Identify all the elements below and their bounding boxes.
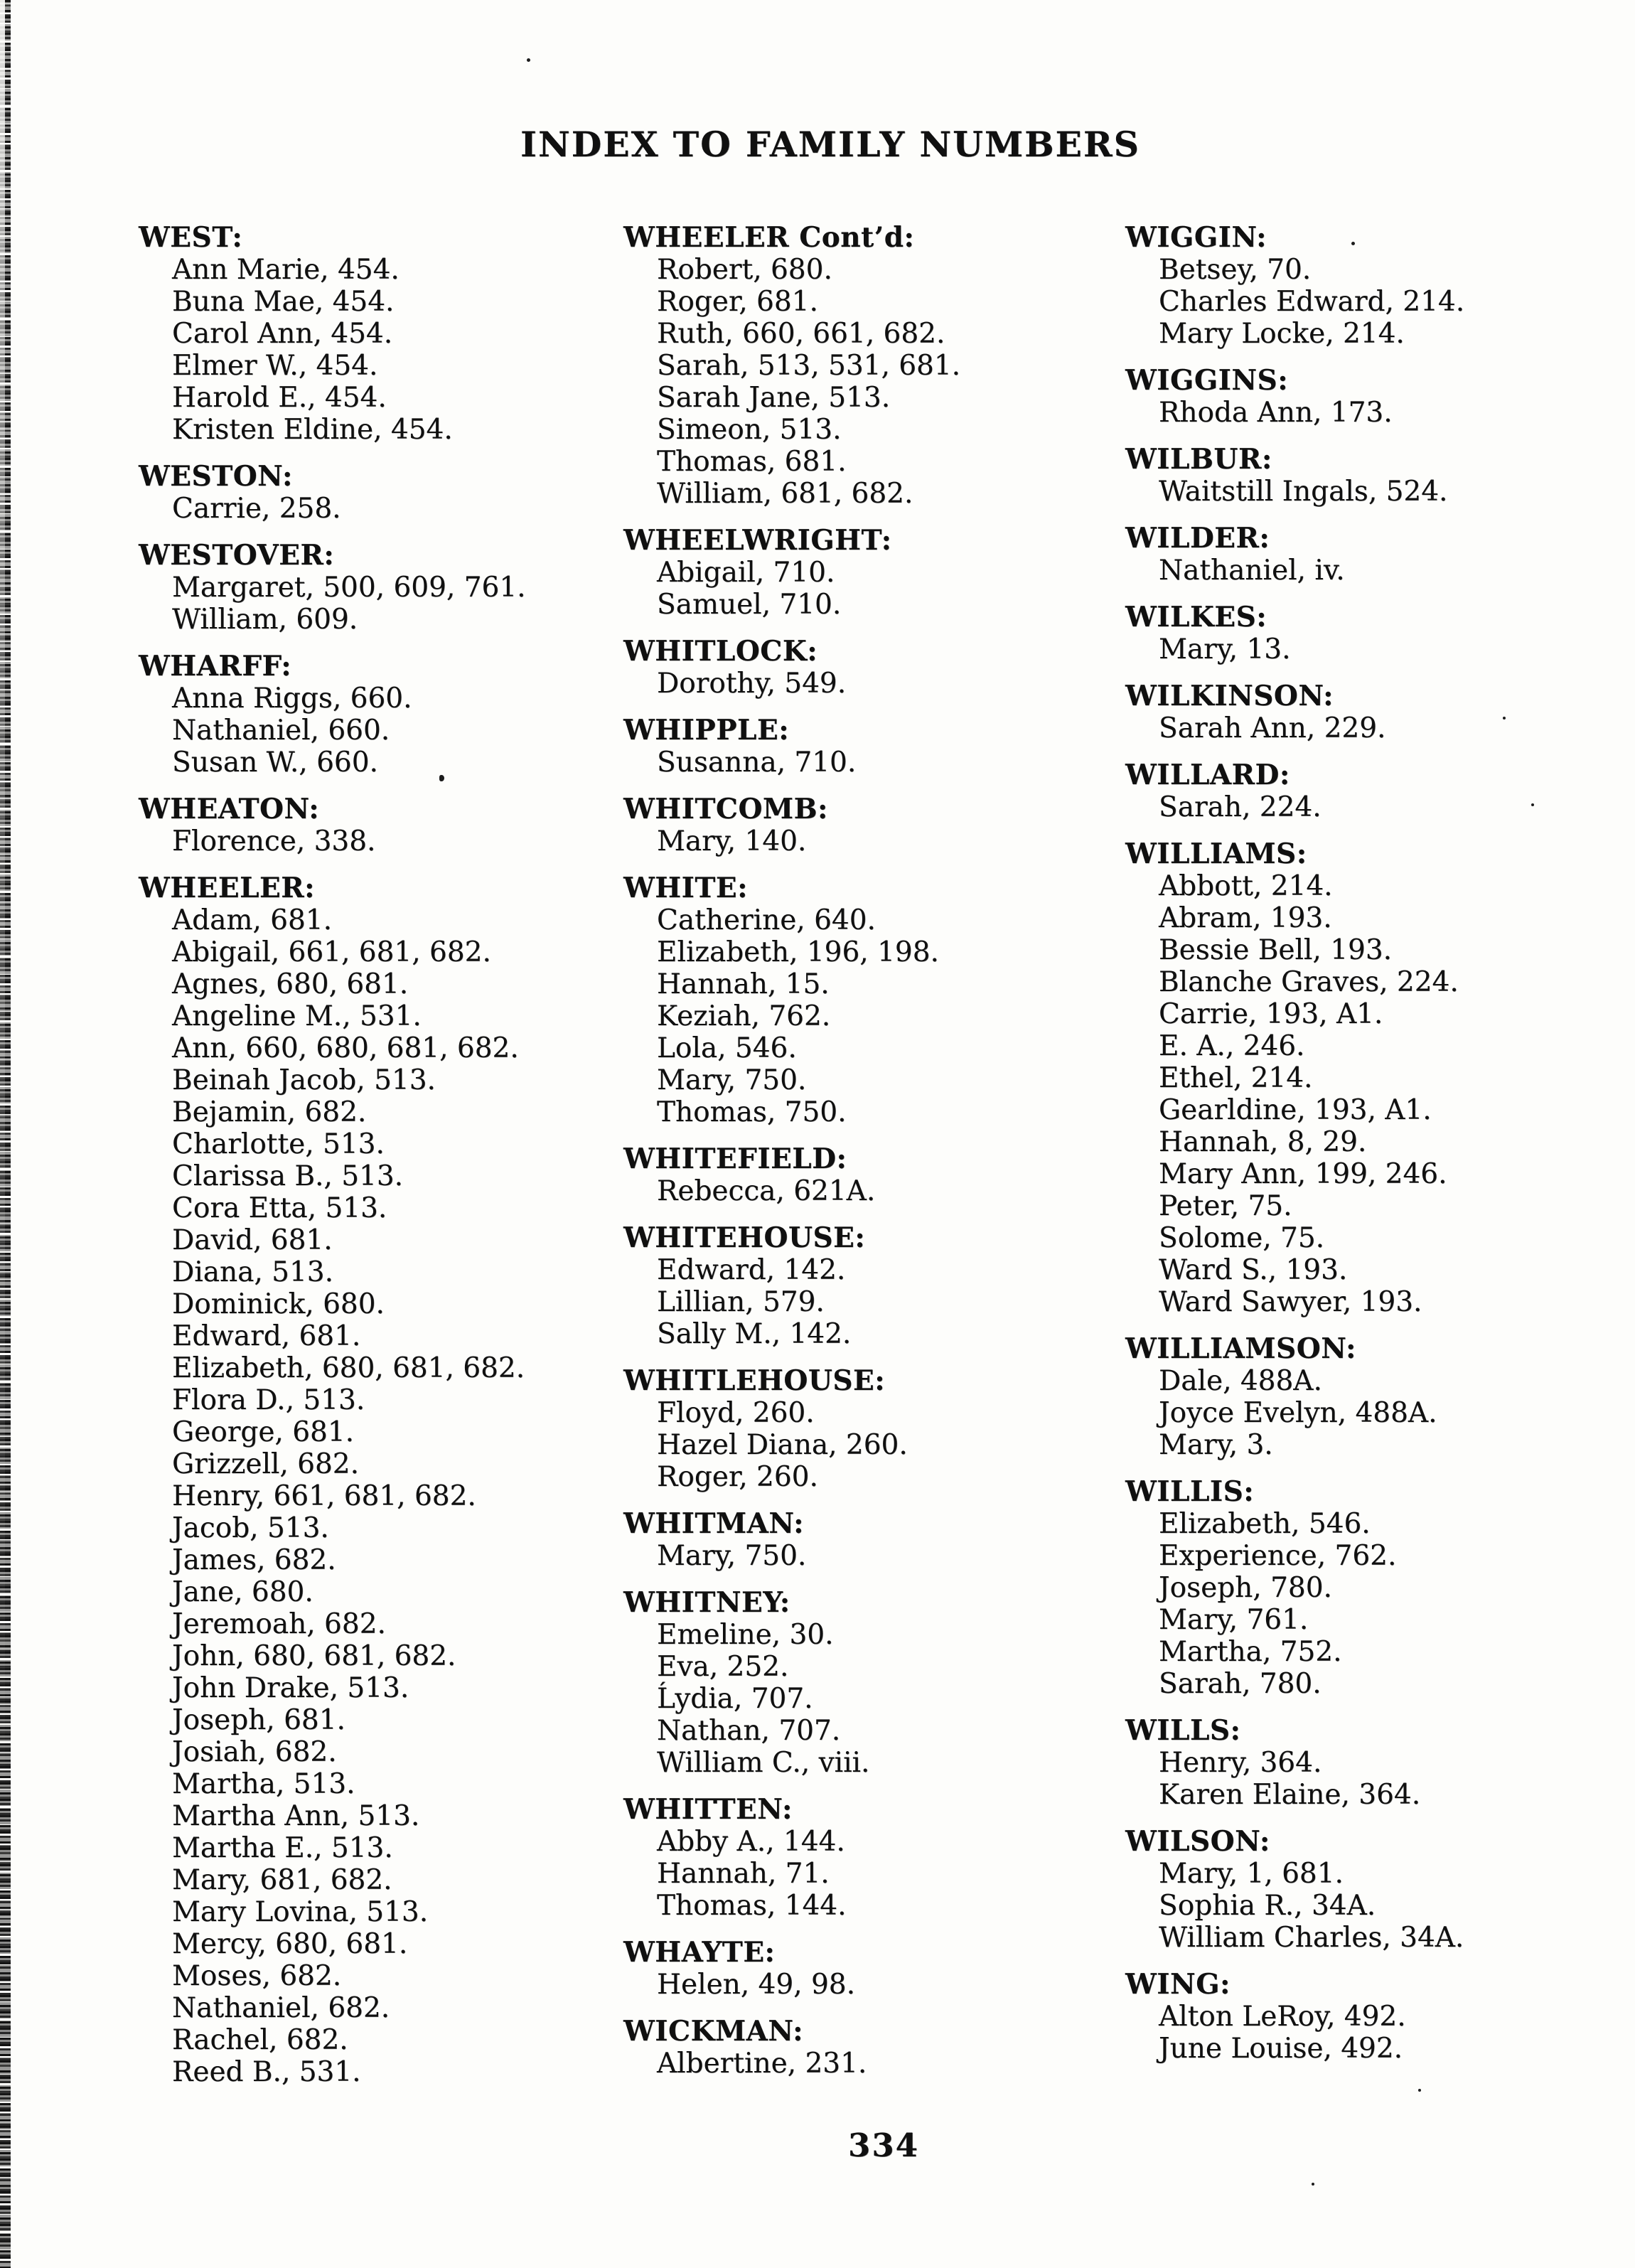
surname-header: WHARFF:	[139, 650, 292, 683]
index-entry: Ward Sawyer, 193.	[1159, 1286, 1422, 1318]
surname-header: WHEELER Cont’d:	[623, 221, 915, 254]
index-entry: Elizabeth, 680, 681, 682.	[172, 1352, 525, 1384]
surname-header: WICKMAN:	[623, 2015, 804, 2048]
surname-header: WIGGIN:	[1125, 221, 1267, 254]
index-entry: June Louise, 492.	[1159, 2033, 1403, 2065]
surname-header: WESTOVER:	[139, 539, 335, 572]
surname-header: WING:	[1125, 1968, 1231, 2001]
index-entry: Cora Etta, 513.	[172, 1192, 387, 1224]
index-entry: Jacob, 513.	[172, 1512, 329, 1544]
index-entry: Joseph, 780.	[1159, 1572, 1332, 1604]
index-entry: Dale, 488A.	[1159, 1365, 1322, 1397]
surname-header: WESTON:	[139, 460, 293, 493]
surname-header: WHITCOMB:	[623, 793, 828, 825]
index-entry: Henry, 661, 681, 682.	[172, 1480, 476, 1512]
index-entry: Sarah, 780.	[1159, 1668, 1322, 1700]
surname-header: WILSON:	[1125, 1825, 1270, 1858]
index-entry: Mary, 13.	[1159, 633, 1291, 665]
index-entry: Beinah Jacob, 513.	[172, 1064, 436, 1096]
surname-header: WHEATON:	[139, 793, 320, 825]
surname-group	[1125, 523, 1598, 587]
index-entry: Albertine, 231.	[657, 2048, 867, 2080]
index-entry: Henry, 364.	[1159, 1747, 1322, 1779]
surname-group	[1125, 759, 1598, 823]
surname-header: WILKINSON:	[1125, 680, 1334, 712]
surname-header: WILLIAMSON:	[1125, 1332, 1356, 1365]
index-entry: Martha, 752.	[1159, 1636, 1342, 1668]
index-entry: Nathan, 707.	[657, 1715, 841, 1747]
index-entry: Sarah, 224.	[1159, 791, 1322, 823]
surname-group	[623, 1143, 1096, 1207]
surname-header: WIGGINS:	[1125, 364, 1289, 397]
surname-header: WHITEFIELD:	[623, 1143, 847, 1175]
surname-group	[623, 1365, 1096, 1493]
index-entry: Moses, 682.	[172, 1960, 342, 1992]
surname-group	[139, 222, 611, 446]
index-entry: Mary, 750.	[657, 1540, 807, 1572]
surname-group	[623, 793, 1096, 857]
index-entry: Carrie, 193, A1.	[1159, 998, 1383, 1030]
index-entry: Joseph, 681.	[172, 1704, 345, 1736]
index-entry: Gearldine, 193, A1.	[1159, 1094, 1432, 1126]
index-entry: Alton LeRoy, 492.	[1159, 2001, 1406, 2033]
surname-header: WILBUR:	[1125, 443, 1272, 476]
index-entry: Rhoda Ann, 173.	[1159, 397, 1393, 429]
surname-group	[1125, 1715, 1598, 1811]
index-entry: Abby A., 144.	[657, 1826, 845, 1858]
index-entry: William Charles, 34A.	[1159, 1922, 1464, 1954]
index-entry: William, 681, 682.	[657, 478, 913, 510]
surname-header: WHAYTE:	[623, 1936, 776, 1969]
surname-header: WHITE:	[623, 872, 749, 904]
index-entry: Betsey, 70.	[1159, 254, 1312, 286]
surname-group	[623, 222, 1096, 510]
index-entry: Floyd, 260.	[657, 1397, 815, 1429]
surname-group	[139, 793, 611, 857]
index-entry: Elmer W., 454.	[172, 350, 378, 382]
index-column-1	[139, 222, 611, 2103]
index-entry: Margaret, 500, 609, 761.	[172, 572, 526, 604]
surname-header: WILDER:	[1125, 522, 1270, 555]
index-entry: Edward, 142.	[657, 1254, 846, 1286]
index-entry: James, 682.	[172, 1544, 336, 1576]
surname-group	[623, 1794, 1096, 1922]
surname-group	[623, 2016, 1096, 2080]
scan-speck	[1418, 2089, 1421, 2092]
index-entry: Blanche Graves, 224.	[1159, 966, 1459, 998]
surname-header: WILLIS:	[1125, 1475, 1255, 1508]
index-entry: Dominick, 680.	[172, 1288, 385, 1320]
surname-group	[1125, 1826, 1598, 1954]
index-entry: Martha Ann, 513.	[172, 1800, 420, 1832]
index-entry: William, 609.	[172, 604, 358, 636]
index-entry: Flora D., 513.	[172, 1384, 365, 1416]
index-entry: David, 681.	[172, 1224, 333, 1256]
index-entry: Mary, 750.	[657, 1064, 807, 1096]
scan-speck	[439, 775, 444, 781]
index-entry: Charlotte, 513.	[172, 1128, 385, 1160]
index-entry: Clarissa B., 513.	[172, 1160, 404, 1192]
surname-header: WHEELWRIGHT:	[623, 524, 892, 557]
index-entry: Elizabeth, 546.	[1159, 1508, 1371, 1540]
surname-header: WHIPPLE:	[623, 714, 790, 747]
surname-group	[139, 461, 611, 525]
index-entry: Samuel, 710.	[657, 589, 842, 621]
index-entry: Robert, 680.	[657, 254, 832, 286]
scan-speck	[1531, 803, 1534, 806]
surname-group	[1125, 680, 1598, 744]
index-entry: Edward, 681.	[172, 1320, 361, 1352]
index-entry: Mary, 761.	[1159, 1604, 1309, 1636]
index-entry: Helen, 49, 98.	[657, 1969, 855, 2001]
index-entry: Sarah, 513, 531, 681.	[657, 350, 961, 382]
index-entry: Abigail, 710.	[657, 557, 835, 589]
index-entry: Abram, 193.	[1159, 902, 1332, 934]
scan-speck	[1351, 242, 1355, 245]
index-entry: Keziah, 762.	[657, 1000, 831, 1032]
index-entry: Nathaniel, 660.	[172, 715, 390, 747]
index-entry: Ethel, 214.	[1159, 1062, 1313, 1094]
surname-header: WHEELER:	[139, 872, 316, 904]
surname-group	[623, 1587, 1096, 1779]
scan-speck	[1312, 2183, 1314, 2186]
surname-group	[1125, 838, 1598, 1318]
surname-group	[1125, 1333, 1598, 1461]
index-entry: William C., viii.	[657, 1747, 870, 1779]
surname-header: WHITNEY:	[623, 1586, 790, 1619]
index-entry: Abbott, 214.	[1159, 870, 1333, 902]
index-entry: Elizabeth, 196, 198.	[657, 936, 939, 968]
scan-speck	[527, 58, 530, 62]
index-entry: Ann, 660, 680, 681, 682.	[172, 1032, 519, 1064]
index-entry: Lola, 546.	[657, 1032, 797, 1064]
surname-header: WEST:	[139, 221, 243, 254]
index-entry: John Drake, 513.	[172, 1672, 409, 1704]
index-entry: Diana, 513.	[172, 1256, 333, 1288]
surname-header: WHITLOCK:	[623, 635, 818, 668]
surname-header: WHITMAN:	[623, 1507, 804, 1540]
index-column-2	[623, 222, 1096, 2095]
surname-header: WHITEHOUSE:	[623, 1221, 866, 1254]
index-entry: Bejamin, 682.	[172, 1096, 367, 1128]
index-entry: Agnes, 680, 681.	[172, 968, 409, 1000]
index-entry: Karen Elaine, 364.	[1159, 1779, 1421, 1811]
index-entry: Peter, 75.	[1159, 1190, 1292, 1222]
index-entry: Thomas, 681.	[657, 446, 847, 478]
index-entry: Susan W., 660.	[172, 747, 378, 779]
index-entry: Carol Ann, 454.	[172, 318, 393, 350]
index-entry: Hazel Diana, 260.	[657, 1429, 908, 1461]
surname-group	[623, 636, 1096, 700]
page-number: 334	[848, 2127, 919, 2164]
surname-header: WILKES:	[1125, 601, 1267, 633]
index-entry: Mary, 140.	[657, 825, 807, 857]
index-entry: Hannah, 71.	[657, 1858, 830, 1890]
index-entry: Jeremoah, 682.	[172, 1608, 386, 1640]
index-entry: George, 681.	[172, 1416, 355, 1448]
index-entry: Mary, 1, 681.	[1159, 1858, 1344, 1890]
index-entry: Charles Edward, 214.	[1159, 286, 1465, 318]
surname-header: WILLS:	[1125, 1714, 1241, 1747]
index-entry: Simeon, 513.	[657, 414, 842, 446]
surname-header: WHITTEN:	[623, 1793, 793, 1826]
index-entry: Martha E., 513.	[172, 1832, 393, 1864]
index-entry: Reed B., 531.	[172, 2056, 361, 2088]
index-entry: Mary, 681, 682.	[172, 1864, 392, 1896]
surname-header: WHITLEHOUSE:	[623, 1364, 886, 1397]
index-entry: Emeline, 30.	[657, 1619, 834, 1651]
surname-group	[1125, 222, 1598, 350]
index-entry: John, 680, 681, 682.	[172, 1640, 456, 1672]
page-title: INDEX TO FAMILY NUMBERS	[520, 124, 1140, 165]
index-entry: Solome, 75.	[1159, 1222, 1325, 1254]
index-entry: Abigail, 661, 681, 682.	[172, 936, 491, 968]
index-entry: Mercy, 680, 681.	[172, 1928, 408, 1960]
index-entry: Hannah, 8, 29.	[1159, 1126, 1367, 1158]
index-entry: E. A., 246.	[1159, 1030, 1305, 1062]
index-entry: Harold E., 454.	[172, 382, 387, 414]
surname-group	[1125, 1476, 1598, 1700]
surname-group	[623, 1937, 1096, 2001]
index-entry: Sophia R., 34A.	[1159, 1890, 1376, 1922]
index-entry: Grizzell, 682.	[172, 1448, 360, 1480]
surname-group	[1125, 365, 1598, 429]
index-entry: Dorothy, 549.	[657, 668, 847, 700]
index-entry: Hannah, 15.	[657, 968, 830, 1000]
index-entry: Jane, 680.	[172, 1576, 313, 1608]
index-entry: Sarah Jane, 513.	[657, 382, 891, 414]
index-entry: Mary Ann, 199, 246.	[1159, 1158, 1447, 1190]
index-entry: Ward S., 193.	[1159, 1254, 1348, 1286]
index-entry: Bessie Bell, 193.	[1159, 934, 1393, 966]
index-entry: Eva, 252.	[657, 1651, 789, 1683]
index-entry: Thomas, 750.	[657, 1096, 847, 1128]
index-entry: Ann Marie, 454.	[172, 254, 400, 286]
index-entry: Ĺydia, 707.	[657, 1683, 813, 1715]
surname-group	[1125, 601, 1598, 665]
scan-gutter-noise	[0, 0, 11, 2268]
surname-group	[623, 872, 1096, 1128]
index-entry: Lillian, 579.	[657, 1286, 825, 1318]
surname-header: WILLIAMS:	[1125, 838, 1307, 870]
index-entry: Rebecca, 621A.	[657, 1175, 876, 1207]
index-entry: Mary, 3.	[1159, 1429, 1273, 1461]
index-entry: Angeline M., 531.	[172, 1000, 422, 1032]
surname-group	[139, 651, 611, 779]
index-entry: Josiah, 682.	[172, 1736, 337, 1768]
index-entry: Anna Riggs, 660.	[172, 683, 412, 715]
surname-group	[139, 872, 611, 2088]
scan-speck	[1503, 717, 1506, 720]
index-entry: Ruth, 660, 661, 682.	[657, 318, 945, 350]
index-entry: Experience, 762.	[1159, 1540, 1397, 1572]
index-entry: Mary Locke, 214.	[1159, 318, 1405, 350]
index-entry: Sarah Ann, 229.	[1159, 712, 1386, 744]
index-entry: Joyce Evelyn, 488A.	[1159, 1397, 1437, 1429]
surname-group	[139, 540, 611, 636]
index-entry: Florence, 338.	[172, 825, 376, 857]
index-entry: Roger, 260.	[657, 1461, 818, 1493]
index-entry: Adam, 681.	[172, 904, 332, 936]
index-entry: Martha, 513.	[172, 1768, 355, 1800]
index-entry: Sally M., 142.	[657, 1318, 852, 1350]
surname-header: WILLARD:	[1125, 759, 1290, 791]
index-entry: Catherine, 640.	[657, 904, 876, 936]
index-entry: Thomas, 144.	[657, 1890, 847, 1922]
surname-group	[623, 525, 1096, 621]
index-column-3	[1125, 222, 1598, 2080]
index-entry: Carrie, 258.	[172, 493, 341, 525]
index-entry: Nathaniel, iv.	[1159, 555, 1345, 587]
index-entry: Susanna, 710.	[657, 747, 857, 779]
surname-group	[1125, 1969, 1598, 2065]
surname-group	[1125, 444, 1598, 508]
surname-group	[623, 1508, 1096, 1572]
surname-group	[623, 1222, 1096, 1350]
index-entry: Buna Mae, 454.	[172, 286, 395, 318]
index-entry: Mary Lovina, 513.	[172, 1896, 429, 1928]
index-entry: Kristen Eldine, 454.	[172, 414, 453, 446]
index-entry: Waitstill Ingals, 524.	[1159, 476, 1448, 508]
index-entry: Rachel, 682.	[172, 2024, 348, 2056]
index-entry: Roger, 681.	[657, 286, 818, 318]
index-entry: Nathaniel, 682.	[172, 1992, 390, 2024]
surname-group	[623, 715, 1096, 779]
